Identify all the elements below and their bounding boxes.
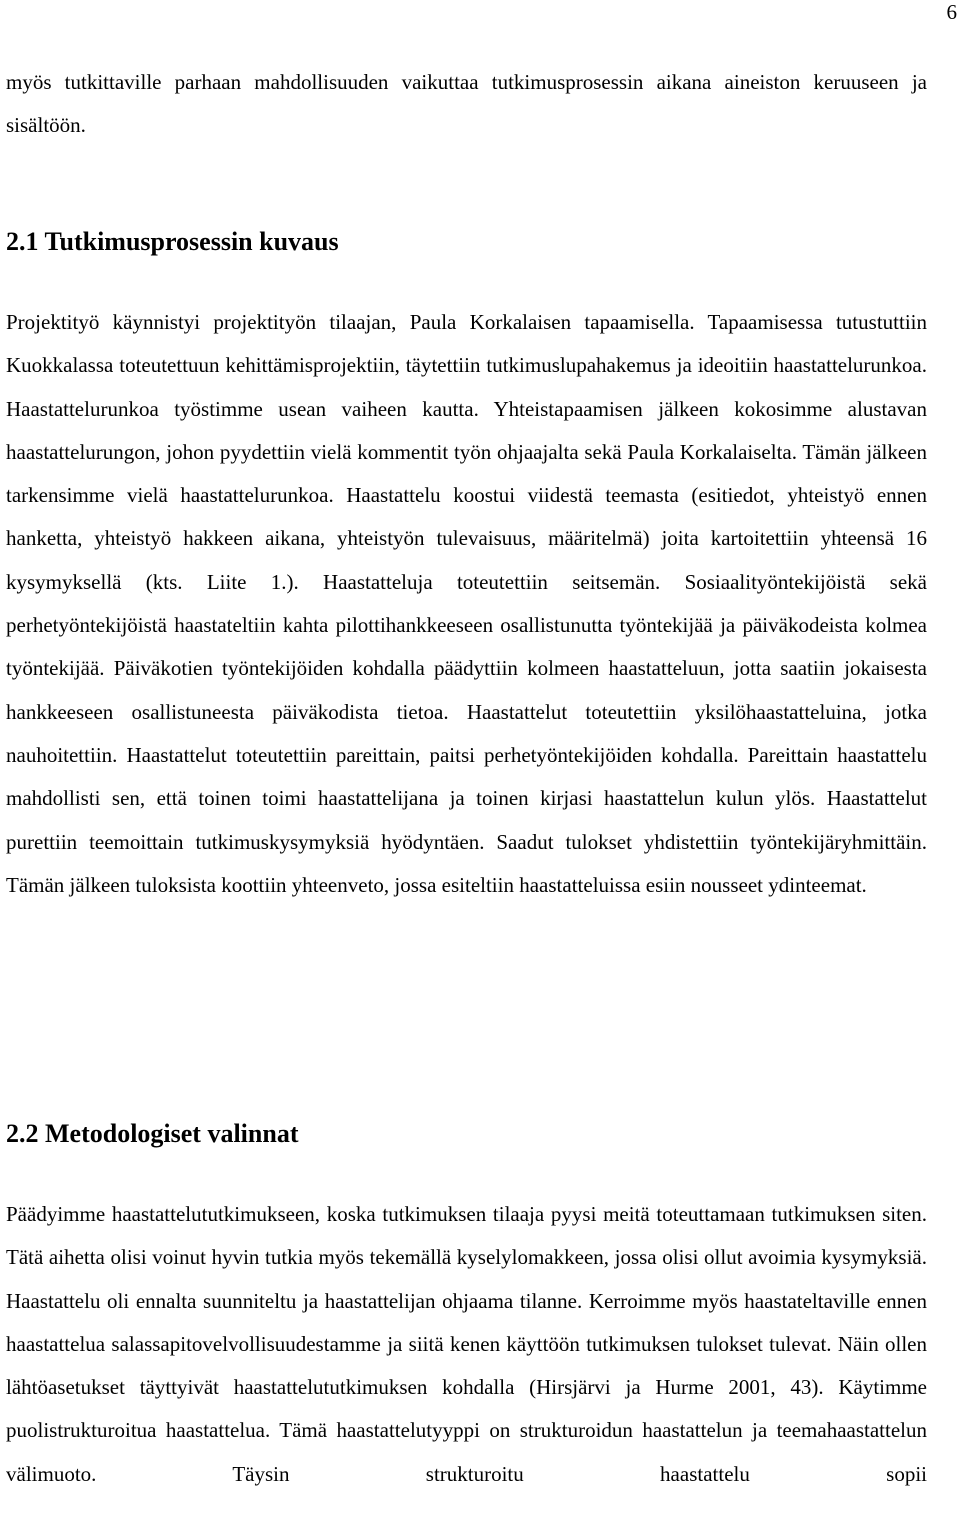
section-2-2-paragraph: Päädyimme haastattelututkimukseen, koska tutkimuksen tilaaja pyysi meitä toteuttamaan tutkimuksen siten. Tätä aihetta olisi voinut hyvin tutkia myös tekemällä kyselylomakkeen, jossa olisi ollut avoimia kysymyksiä. Haastattelu oli ennalta suunniteltu ja haastattelijan ohjaama tilanne. Kerroimme myös haastateltaville ennen haastattelua salassapitovelvollisuudestamme ja siitä kenen käyttöön tutkimuksen tulokset tulevat. Näin ollen lähtöasetukset täyttyivät haastattelututkimuksen kohdalla (Hirsjärvi ja Hurme 2001, 43). Käytimme puolistrukturoitua haastattelua. Tämä haastattelutyyppi on strukturoidun haastattelun ja teemahaastattelun välimuoto. Täysin strukturoitu haastattelu sopii <box>6 1202 927 1486</box>
section-heading-2-2: 2.2 Metodologiset valinnat <box>6 1119 299 1148</box>
intro-paragraph: myös tutkittaville parhaan mahdollisuuden vaikuttaa tutkimusprosessin aikana aineiston keruuseen ja sisältöön. <box>6 70 927 138</box>
section-2-1-block <box>6 301 927 907</box>
intro-block <box>6 61 927 148</box>
page-number: 6 <box>946 0 957 24</box>
section-2-1-paragraph: Projektityö käynnistyi projektityön tilaajan, Paula Korkalaisen tapaamisella. Tapaamisessa tutustuttiin Kuokkalassa toteutettuun kehittämisprojektiin, täytettiin tutkimuslupahakemus ja ideoitiin haastattelurunkoa. Haastattelurunkoa työstimme usean vaiheen kautta. Yhteistapaamisen jälkeen kokosimme alustavan haastattelurungon, johon pyydettiin vielä kommentit työn ohjaajalta sekä Paula Korkalaiselta. Tämän jälkeen tarkensimme vielä haastattelurunkoa. Haastattelu koostui viidestä teemasta (esitiedot, yhteistyö ennen hanketta, yhteistyö hakkeen aikana, yhteistyön tulevaisuus, määritelmä) joita kartoitettiin yhteensä 16 kysymyksellä (kts. Liite 1.). Haastatteluja toteutettiin seitsemän. Sosiaalityöntekijöistä sekä perhetyöntekijöistä haastateltiin kahta pilottihankkeeseen osallistunutta työntekijää ja päiväkodeista kolmea työntekijää. Päiväkotien työntekijöiden kohdalla päädyttiin kolmeen haastatteluun, jotta saatiin jokaisesta hankkeeseen osallistuneesta päiväkodista tietoa. Haastattelut toteutettiin yksilöhaastatteluina, jotka nauhoitettiin. Haastattelut toteutettiin pareittain, paitsi perhetyöntekijöiden kohdalla. Pareittain haastattelu mahdollisti sen, että toinen toimi haastattelijana ja toinen kirjasi haastattelun kulun ylös. Haastattelut purettiin teemoittain tutkimuskysymyksiä hyödyntäen. Saadut tulokset yhdistettiin työntekijäryhmittäin. Tämän jälkeen tuloksista koottiin yhteenveto, jossa esiteltiin haastatteluissa esiin nousseet ydinteemat. <box>6 310 927 897</box>
section-heading-2-1: 2.1 Tutkimusprosessin kuvaus <box>6 227 339 256</box>
section-2-2-block <box>6 1193 927 1496</box>
